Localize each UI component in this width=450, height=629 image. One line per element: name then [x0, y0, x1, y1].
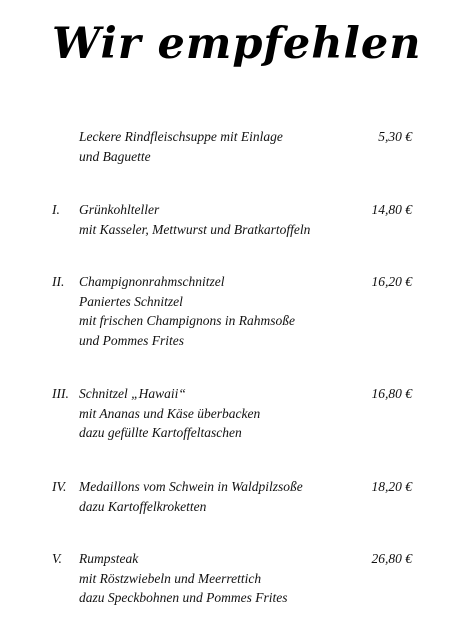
item-price: 18,20 € — [371, 479, 412, 494]
item-description — [79, 127, 369, 166]
item-line: und Baguette — [79, 148, 151, 164]
item-price: 5,30 € — [378, 129, 412, 144]
item-line: mit Röstzwiebeln und Meerrettich — [79, 570, 262, 586]
item-number: III. — [52, 386, 69, 401]
item-number: I. — [52, 202, 60, 217]
item-line: und Pommes Frites — [79, 332, 184, 348]
item-description — [79, 549, 369, 608]
item-price: 26,80 € — [371, 551, 412, 566]
item-price: 16,80 € — [371, 386, 412, 401]
item-line: Grünkohlteller — [79, 202, 160, 217]
item-line: Medaillons vom Schwein in Waldpilzsoße — [79, 479, 303, 494]
item-number: II. — [52, 274, 65, 289]
item-line: Leckere Rindfleischsuppe mit Einlage — [79, 129, 283, 144]
item-line: mit frischen Champignons in Rahmsoße — [79, 313, 295, 328]
item-price: 16,20 € — [371, 274, 412, 289]
item-description — [79, 200, 369, 239]
item-line: dazu Kartoffelkroketten — [79, 498, 207, 514]
item-line: dazu gefüllte Kartoffeltaschen — [79, 425, 242, 440]
item-price: 14,80 € — [371, 202, 412, 217]
item-description — [79, 384, 369, 443]
item-line: Champignonrahmschnitzel — [79, 274, 225, 289]
item-line: mit Ananas und Käse überbacken — [79, 405, 261, 421]
item-line: Paniertes Schnitzel — [79, 293, 183, 309]
item-line: Schnitzel „Hawaii“ — [79, 386, 186, 401]
item-number: V. — [52, 551, 62, 566]
item-line: dazu Speckbohnen und Pommes Frites — [79, 590, 288, 605]
item-line: Rumpsteak — [79, 551, 139, 566]
item-description — [79, 477, 369, 516]
item-description — [79, 272, 369, 350]
page-title: Wir empfehlen — [52, 19, 422, 69]
item-line: mit Kasseler, Mettwurst und Bratkartoffeln — [79, 221, 311, 237]
item-number: IV. — [52, 479, 67, 494]
